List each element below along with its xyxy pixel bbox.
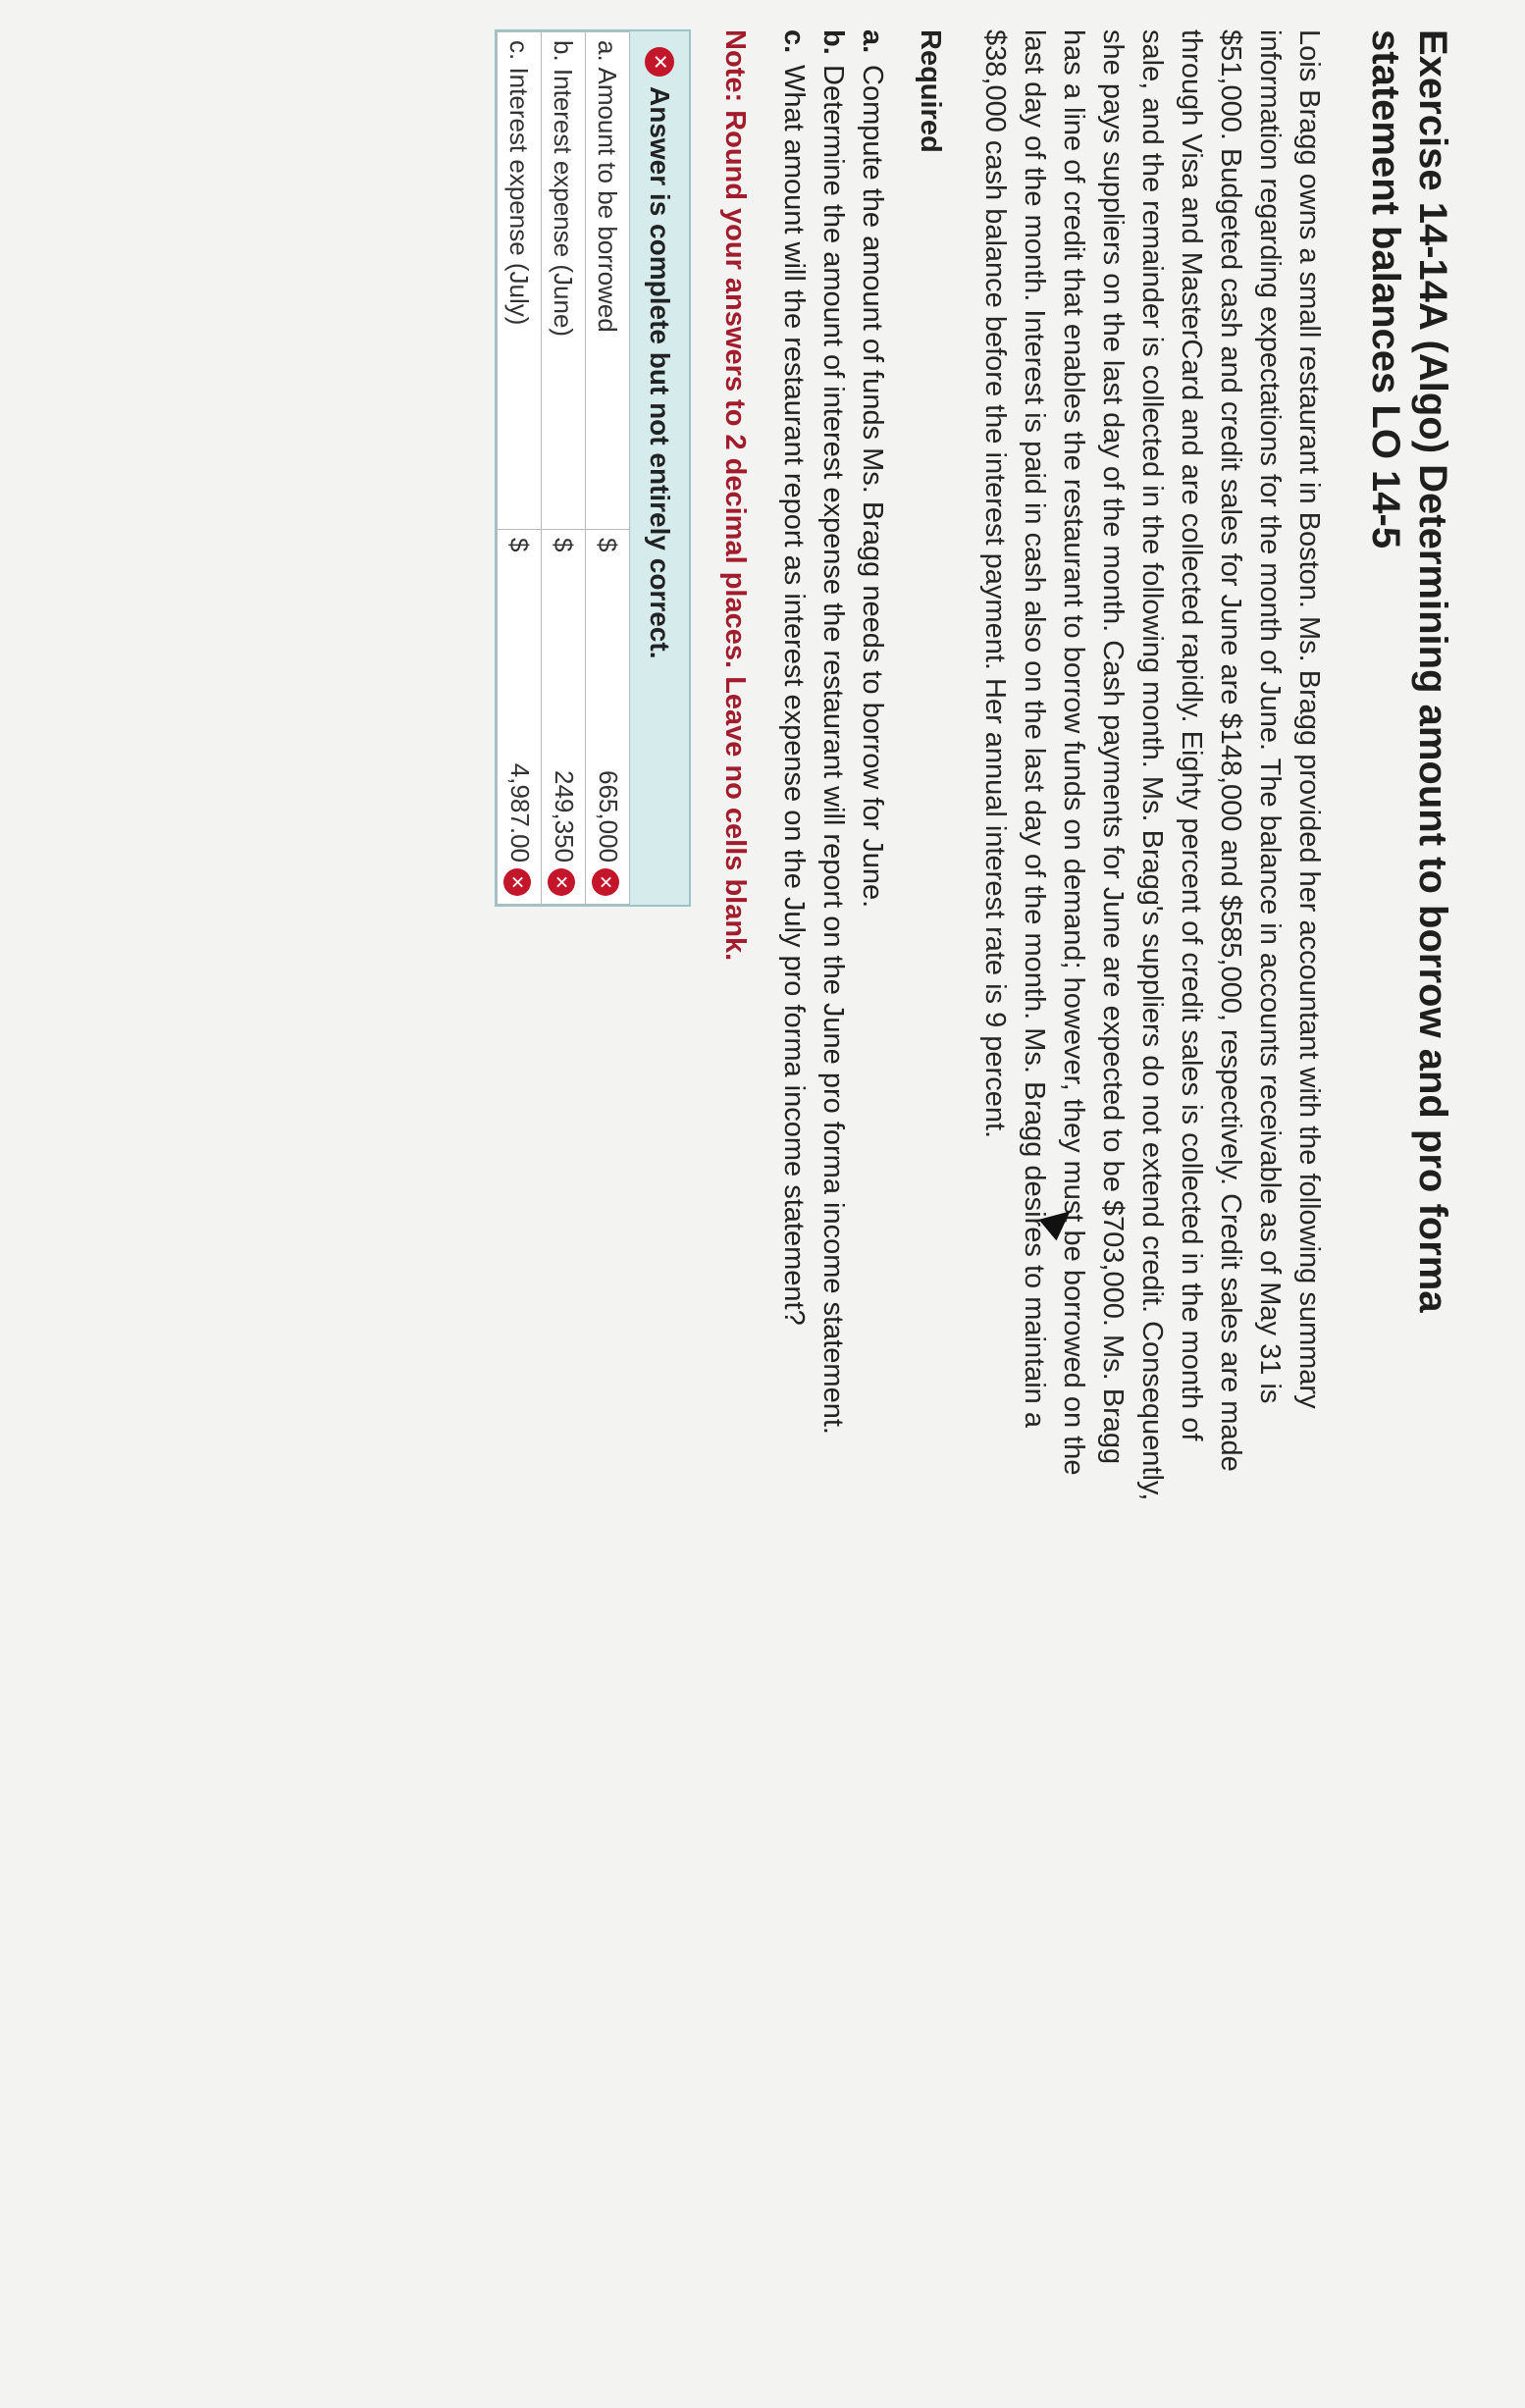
row-label: a. Amount to be borrowed xyxy=(586,32,630,530)
exercise-content xyxy=(495,29,1456,1501)
currency-symbol: $ xyxy=(498,530,542,586)
question-list xyxy=(774,29,892,1501)
row-label: c. Interest expense (July) xyxy=(498,32,542,530)
problem-paragraph: Lois Bragg owns a small restaurant in Boston. Ms. Bragg provided her accountant with the following summary information regarding expectations for the month of June. The balance in accounts receivable as of May 31 is $51,000. Budgeted cash and credit sales for June are $148,000 and $585,000, respectively. Credit sales are made through Visa and MasterCard and are collected rapidly. Eighty percent of credit sales is collected in the month of sale, and the remainder is collected in the following month. Ms. Bragg's suppliers do not extend credit. Consequently, she pays suppliers on the last day of the month. Cash payments for June are expected to be $703,000. Ms. Bragg has a line of credit that enables the restaurant to borrow funds on demand; however, they must be borrowed on the last day of the month. Interest is paid in cash also on the last day of the month. Ms. Bragg desires to maintain a $38,000 cash balance before the interest payment. Her annual interest rate is 9 percent. xyxy=(979,29,1325,1501)
required-heading: Required xyxy=(915,29,946,153)
interest-june-input[interactable]: 249,350✕ xyxy=(542,585,586,905)
incorrect-icon: ✕ xyxy=(503,868,531,896)
table-row xyxy=(542,32,586,905)
table-row xyxy=(586,32,630,905)
question-c: c.What amount will the restaurant report as interest expense on the July pro forma income statement? xyxy=(778,29,810,1326)
incorrect-icon: ✕ xyxy=(548,868,575,896)
question-b: b.Determine the amount of interest expense the restaurant will report on the June pro forma income statement. xyxy=(817,29,849,1435)
answer-status-text: Answer is complete but not entirely correct. xyxy=(645,86,675,659)
exercise-title: Exercise 14-14A (Algo) Determining amount to borrow and pro forma statement balances LO 14-5 xyxy=(1364,29,1454,1313)
question-a: a.Compute the amount of funds Ms. Bragg needs to borrow for June. xyxy=(857,29,888,909)
rounding-note: Note: Round your answers to 2 decimal places. Leave no cells blank. xyxy=(719,29,751,962)
currency-symbol: $ xyxy=(542,530,586,586)
amount-to-borrow-input[interactable]: 665,000✕ xyxy=(586,585,630,905)
currency-symbol: $ xyxy=(586,530,630,586)
answer-table xyxy=(497,31,630,905)
interest-july-input[interactable]: 4,987.00✕ xyxy=(498,585,542,905)
incorrect-icon: ✕ xyxy=(592,868,619,896)
x-circle-icon: ✕ xyxy=(645,47,674,77)
answer-box xyxy=(495,29,691,907)
row-label: b. Interest expense (June) xyxy=(542,32,586,530)
table-row xyxy=(498,32,542,905)
answer-status xyxy=(630,31,689,905)
